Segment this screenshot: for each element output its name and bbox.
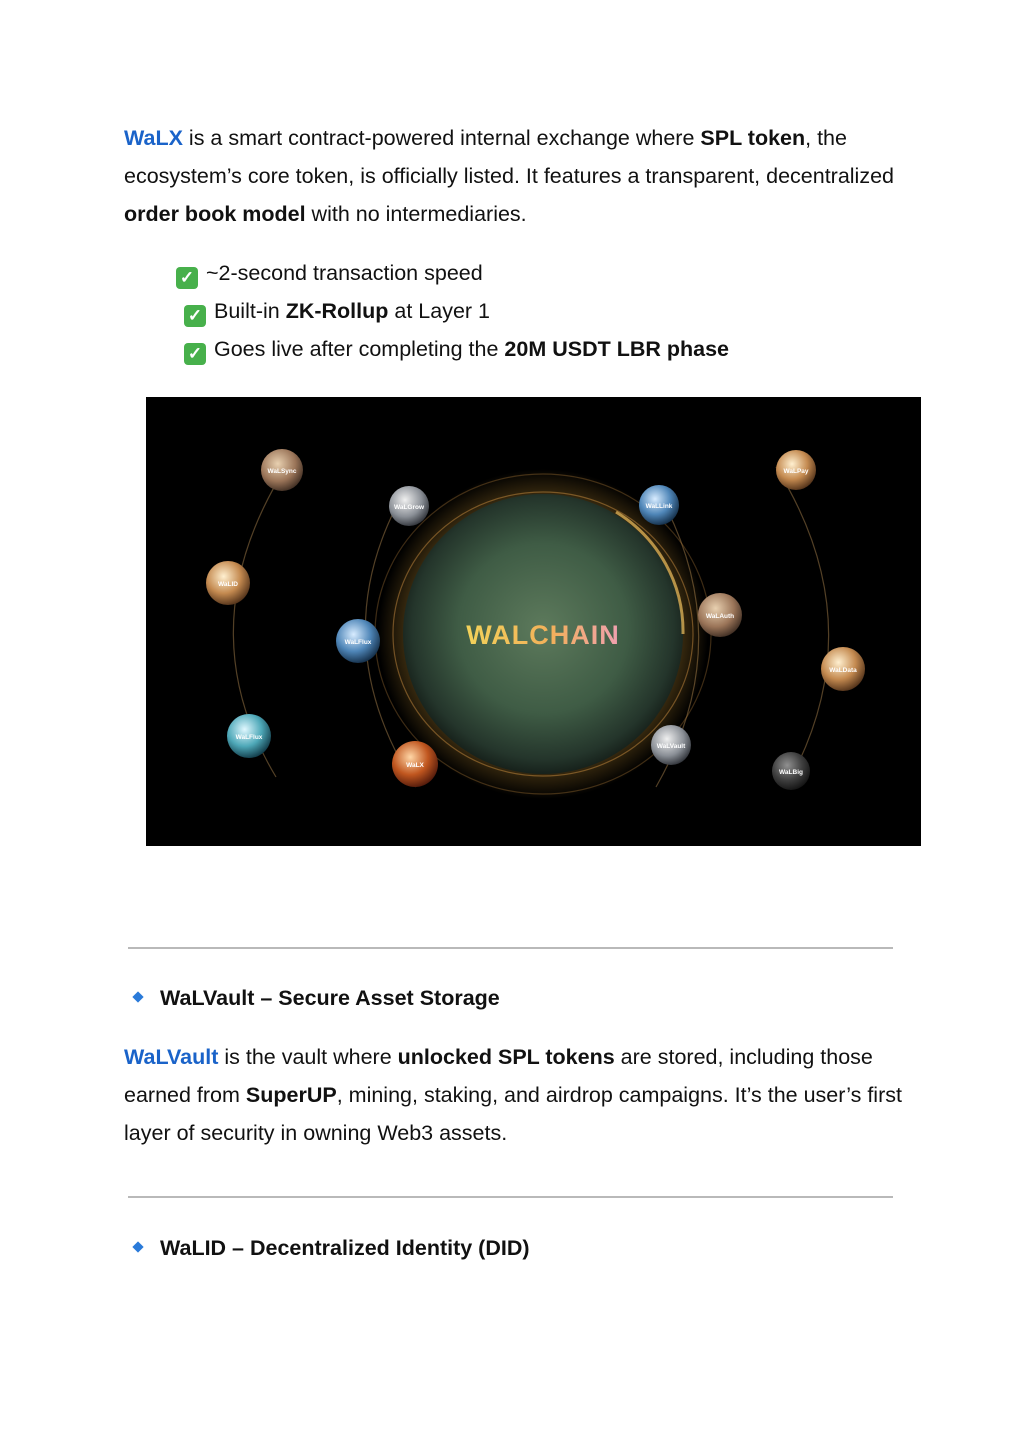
- feature-bold-text: ZK-Rollup: [285, 299, 389, 323]
- section-title: WaLVault – Secure Asset Storage: [160, 986, 500, 1010]
- intro-text-2: , the ecosystem’s core token, is officially listed. It features a transparent, decentralized: [124, 126, 895, 188]
- svg-text:WaLFlux: WaLFlux: [344, 639, 372, 646]
- feature-text-post: at Layer 1: [388, 299, 490, 323]
- feature-text: ~2-second transaction speed: [206, 261, 483, 285]
- planet-walgrow: [389, 486, 429, 526]
- svg-text:WaLVault: WaLVault: [656, 743, 686, 750]
- planet-walflux: [336, 619, 380, 663]
- walvault-paragraph: [124, 1038, 904, 1152]
- walx-link-text: WaLX: [124, 126, 183, 150]
- check-mark-icon: ✓: [184, 305, 206, 327]
- planet-walsync: [261, 449, 303, 491]
- planet-walx: [392, 741, 438, 787]
- section-divider: [128, 947, 893, 949]
- feature-text: Built-in: [214, 299, 286, 323]
- svg-text:WaLX: WaLX: [406, 762, 424, 769]
- planet-walflux-2: [227, 714, 271, 758]
- walvault-text-3: , mining, staking, and airdrop campaigns. It’s the user’s first layer of security in owning Web3 assets.: [124, 1083, 902, 1145]
- planet-walid: [206, 561, 250, 605]
- svg-text:WaLSync: WaLSync: [267, 468, 297, 475]
- intro-text-3: with no intermediaries.: [305, 202, 527, 226]
- intro-paragraph: [124, 119, 904, 233]
- order-book-text: order book model: [124, 202, 306, 226]
- unlocked-spl-text: unlocked SPL tokens: [397, 1045, 615, 1069]
- svg-text:WaLPay: WaLPay: [783, 468, 809, 475]
- check-mark-icon: ✓: [184, 343, 206, 365]
- svg-text:WaLID: WaLID: [218, 581, 238, 588]
- superup-text: SuperUP: [245, 1083, 337, 1107]
- walchain-ecosystem-image: [146, 397, 921, 846]
- feature-item: [184, 296, 490, 327]
- feature-bold-text: 20M USDT LBR phase: [504, 337, 730, 361]
- planet-walbig: [772, 752, 810, 790]
- feature-item: [176, 258, 483, 289]
- section-divider: [128, 1196, 893, 1198]
- planet-waldata: [821, 647, 865, 691]
- svg-text:WaLGrow: WaLGrow: [393, 504, 425, 511]
- walvault-text-2: are stored, including those earned from: [124, 1045, 873, 1107]
- svg-text:WaLData: WaLData: [829, 667, 857, 674]
- section-heading-walvault: [130, 983, 500, 1013]
- svg-text:WaLAuth: WaLAuth: [705, 613, 735, 620]
- svg-text:WaLBig: WaLBig: [779, 769, 803, 776]
- check-mark-icon: ✓: [176, 267, 198, 289]
- diamond-bullet-icon: [132, 991, 143, 1002]
- walchain-illustration: [146, 397, 921, 846]
- section-heading-walid: [130, 1233, 530, 1263]
- planet-walauth: [698, 593, 742, 637]
- walvault-text-1: is the vault where: [218, 1045, 398, 1069]
- planet-walpay: [776, 450, 816, 490]
- planet-walvault: [651, 725, 691, 765]
- feature-item: [184, 334, 729, 365]
- section-title: WaLID – Decentralized Identity (DID): [160, 1236, 530, 1260]
- intro-text-1: is a smart contract-powered internal exchange where: [182, 126, 701, 150]
- feature-text: Goes live after completing the: [214, 337, 505, 361]
- walvault-link-text: WaLVault: [124, 1045, 219, 1069]
- diamond-bullet-icon: [132, 1241, 143, 1252]
- planet-wallink: [639, 485, 679, 525]
- walchain-title: WALCHAIN: [466, 620, 620, 650]
- spl-token-text: SPL token: [700, 126, 806, 150]
- svg-text:WaLFlux: WaLFlux: [235, 734, 263, 741]
- svg-text:WaLLink: WaLLink: [645, 503, 673, 510]
